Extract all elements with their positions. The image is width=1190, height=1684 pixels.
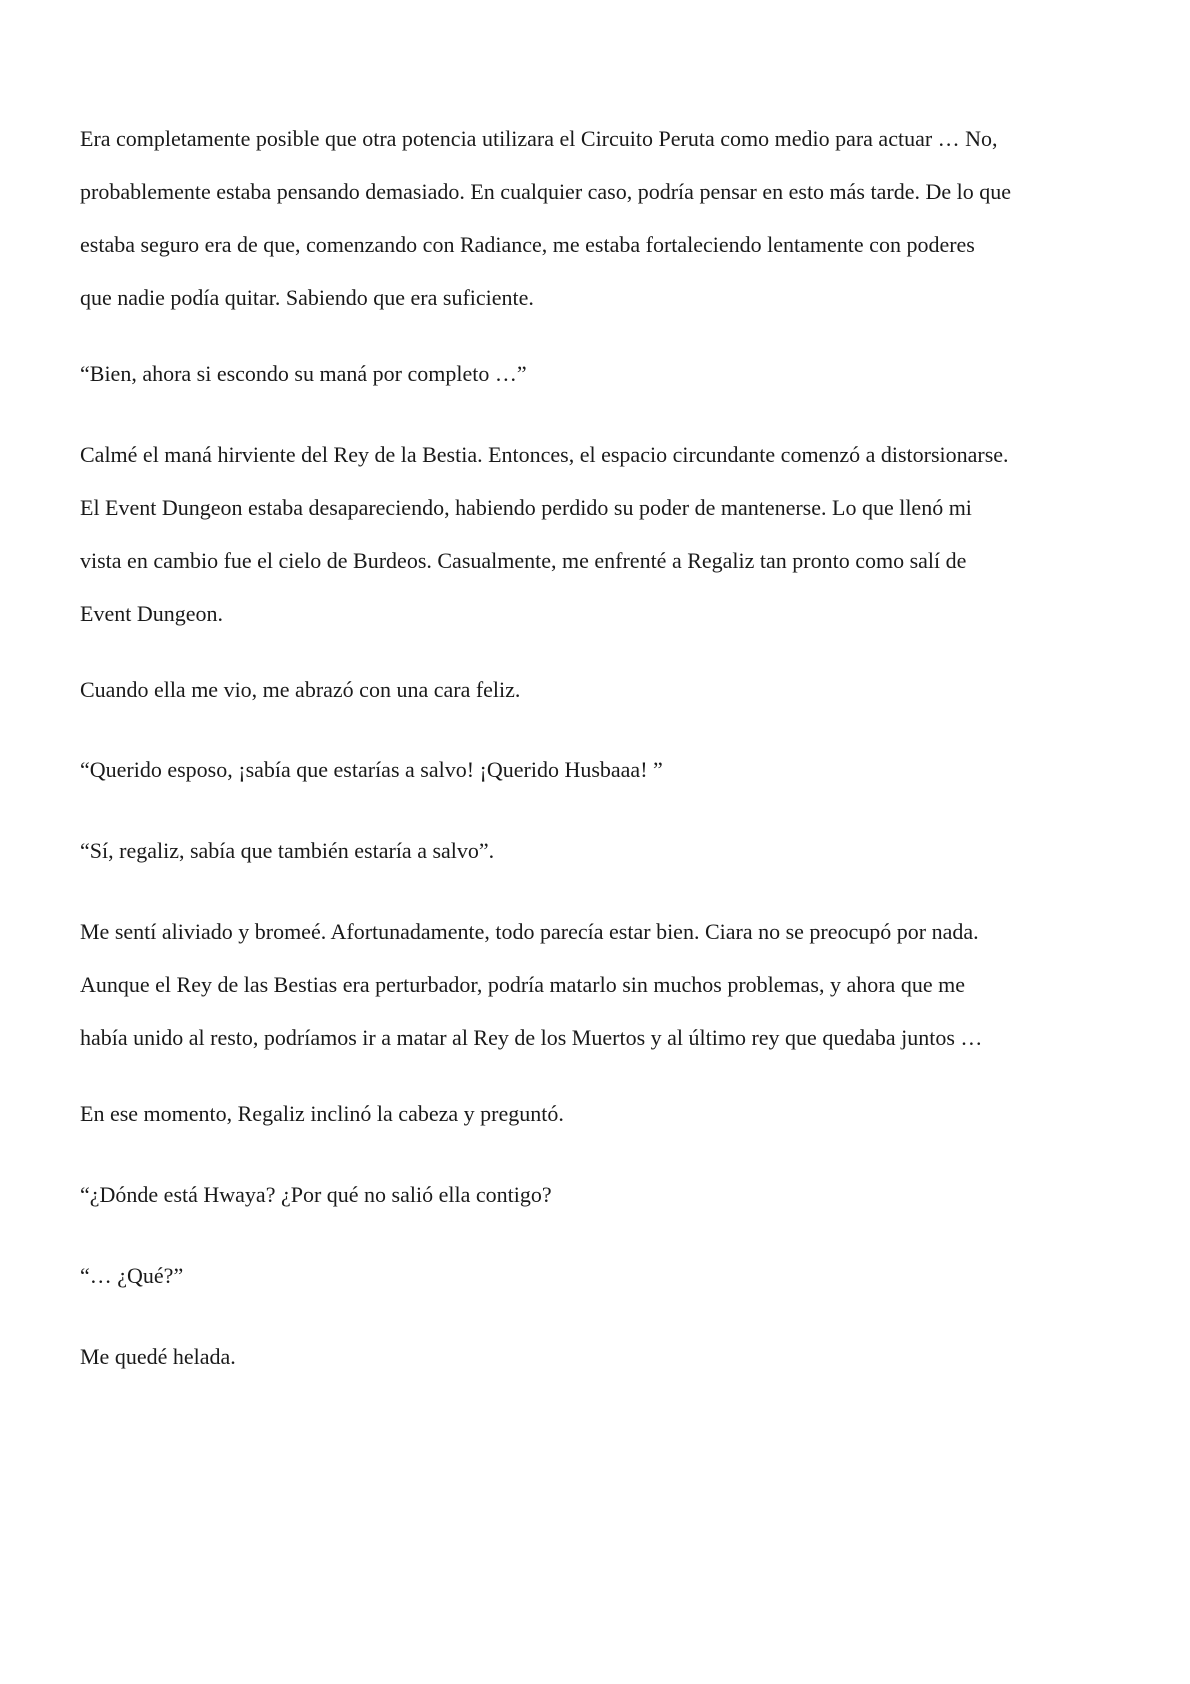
paragraph (80, 112, 1110, 324)
text-line: “Querido esposo, ¡sabía que estarías a salvo! ¡Querido Husbaaa! ” (80, 757, 663, 782)
paragraph (80, 1330, 1110, 1383)
paragraph (80, 1087, 1110, 1140)
paragraph (80, 743, 1110, 796)
text-line: El Event Dungeon estaba desapareciendo, habiendo perdido su poder de mantenerse. Lo que llenó mi (80, 495, 972, 520)
paragraph (80, 428, 1110, 640)
text-line: estaba seguro era de que, comenzando con Radiance, me estaba fortaleciendo lentamente con poderes (80, 232, 975, 257)
text-line: Aunque el Rey de las Bestias era perturbador, podría matarlo sin muchos problemas, y ahora que me (80, 972, 965, 997)
text-line: “Bien, ahora si escondo su maná por completo …” (80, 361, 527, 386)
text-line: “Sí, regaliz, sabía que también estaría a salvo”. (80, 838, 495, 863)
text-line: “¿Dónde está Hwaya? ¿Por qué no salió ella contigo? (80, 1182, 552, 1207)
paragraph (80, 905, 1110, 1064)
text-line: Me quedé helada. (80, 1344, 236, 1369)
paragraph (80, 1168, 1110, 1221)
text-line: vista en cambio fue el cielo de Burdeos. Casualmente, me enfrenté a Regaliz tan pronto como salí de (80, 548, 967, 573)
paragraph (80, 824, 1110, 877)
text-line: Era completamente posible que otra potencia utilizara el Circuito Peruta como medio para actuar … No, (80, 126, 998, 151)
paragraph (80, 347, 1110, 400)
text-line: En ese momento, Regaliz inclinó la cabeza y preguntó. (80, 1101, 564, 1126)
paragraph (80, 1249, 1110, 1302)
text-line: Cuando ella me vio, me abrazó con una cara feliz. (80, 677, 521, 702)
text-line: había unido al resto, podríamos ir a matar al Rey de los Muertos y al último rey que quedaba juntos … (80, 1025, 983, 1050)
text-line: “… ¿Qué?” (80, 1263, 184, 1288)
paragraph (80, 663, 1110, 716)
text-line: Event Dungeon. (80, 601, 223, 626)
text-line: Calmé el maná hirviente del Rey de la Bestia. Entonces, el espacio circundante comenzó a distorsionarse. (80, 442, 1009, 467)
text-line: Me sentí aliviado y bromeé. Afortunadamente, todo parecía estar bien. Ciara no se preocupó por nada. (80, 919, 979, 944)
text-line: probablemente estaba pensando demasiado. En cualquier caso, podría pensar en esto más tarde. De lo que (80, 179, 1011, 204)
text-line: que nadie podía quitar. Sabiendo que era suficiente. (80, 285, 534, 310)
